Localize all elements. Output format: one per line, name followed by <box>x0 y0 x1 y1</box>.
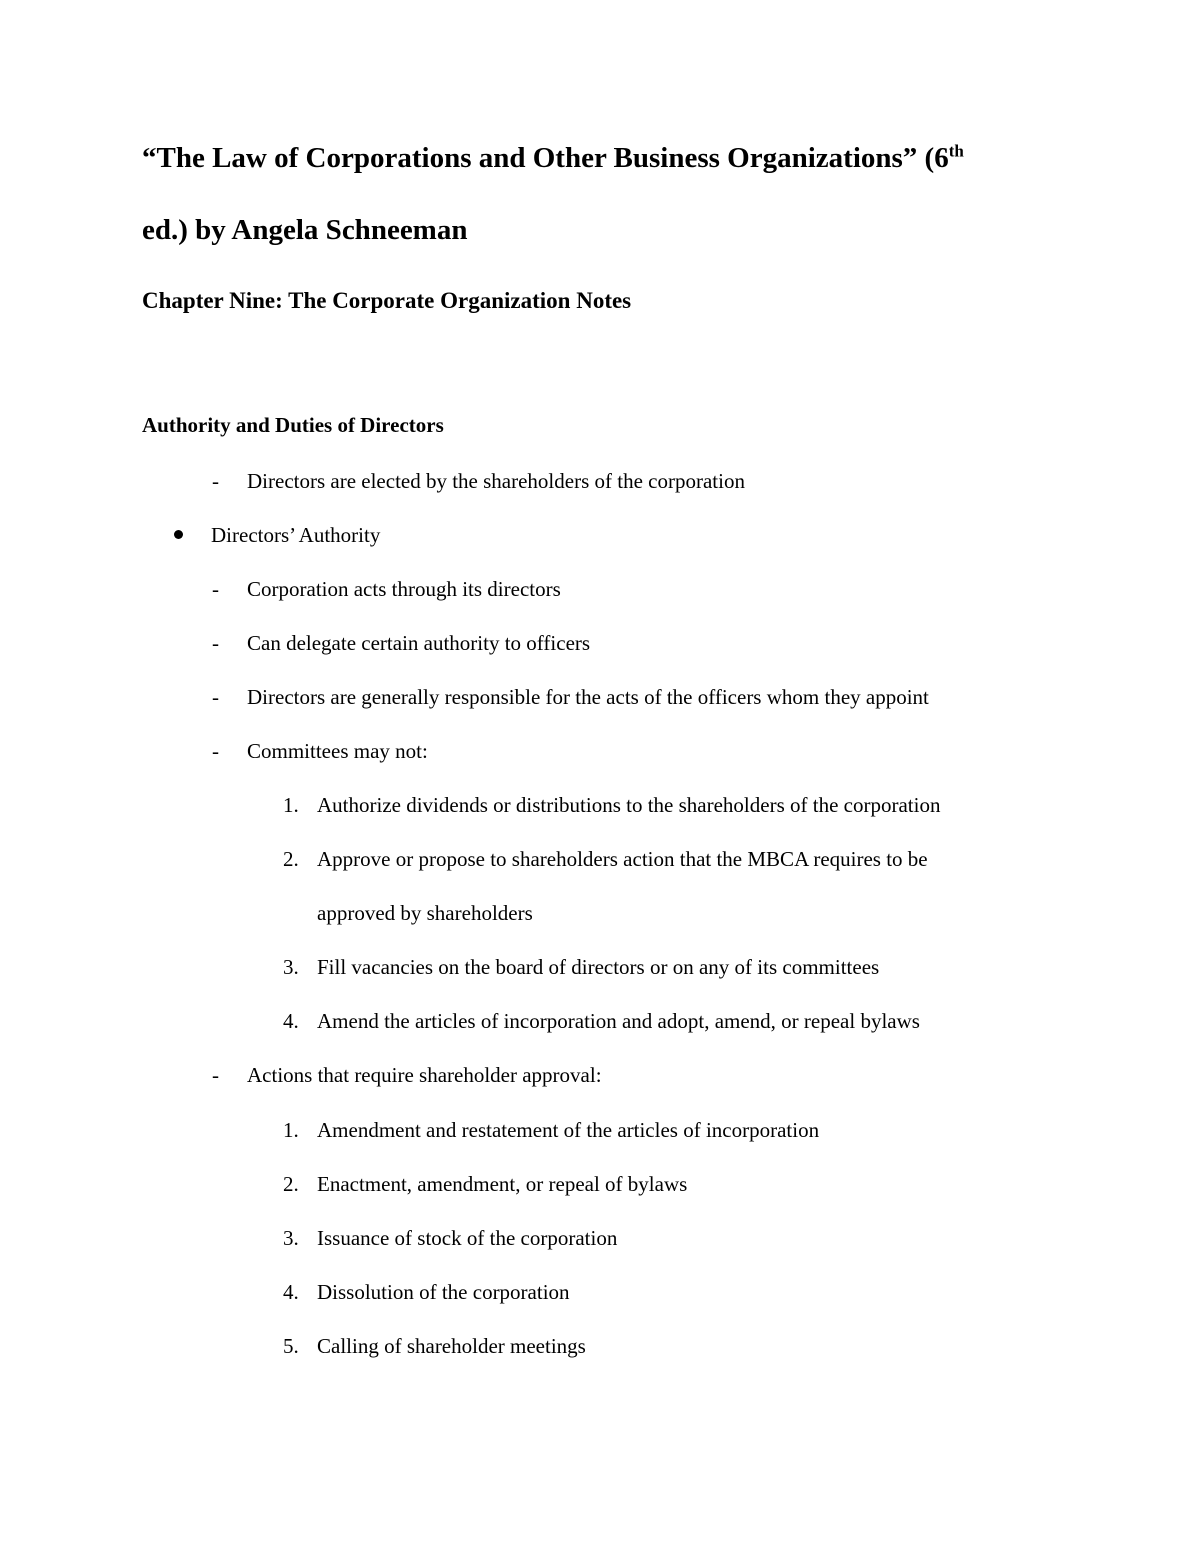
numbered-item-text: Enactment, amendment, or repeal of bylaws <box>317 1172 688 1196</box>
title-text: “The Law of Corporations and Other Business Organizations” (6 <box>142 142 949 174</box>
numbered-item-text: Approve or propose to shareholders action that the MBCA requires to be <box>317 847 928 871</box>
numbered-item <box>0 791 1200 819</box>
list-item <box>0 629 1200 657</box>
numbered-item <box>0 1224 1200 1252</box>
numbered-item-text: Amend the articles of incorporation and adopt, amend, or repeal bylaws <box>317 1009 920 1033</box>
numbered-item-continuation <box>0 899 1200 927</box>
list-item <box>0 683 1200 711</box>
number-marker: 2. <box>283 847 299 871</box>
list-item <box>0 737 1200 765</box>
numbered-item <box>0 1007 1200 1035</box>
list-item <box>0 467 1200 495</box>
number-marker: 2. <box>283 1172 299 1196</box>
number-marker: 1. <box>283 1118 299 1142</box>
numbered-item-text: Amendment and restatement of the articles of incorporation <box>317 1118 820 1142</box>
number-marker: 1. <box>283 793 299 817</box>
number-marker: 4. <box>283 1009 299 1033</box>
dash-marker: - <box>212 685 219 709</box>
bullet-text: Directors’ Authority <box>211 523 381 547</box>
numbered-item-text: Issuance of stock of the corporation <box>317 1226 618 1250</box>
numbered-item-text: Dissolution of the corporation <box>317 1280 570 1304</box>
number-marker: 4. <box>283 1280 299 1304</box>
document-title-line-1 <box>142 142 964 175</box>
dash-marker: - <box>212 1063 219 1087</box>
numbered-item <box>0 953 1200 981</box>
number-marker: 3. <box>283 955 299 979</box>
dash-marker: - <box>212 739 219 763</box>
section-heading: Authority and Duties of Directors <box>142 413 444 437</box>
dash-marker: - <box>212 577 219 601</box>
chapter-heading: Chapter Nine: The Corporate Organization Notes <box>142 288 632 313</box>
list-item <box>0 1061 1200 1089</box>
numbered-item <box>0 1170 1200 1198</box>
numbered-item <box>0 1278 1200 1306</box>
numbered-item-text: approved by shareholders <box>317 901 533 925</box>
list-item <box>0 575 1200 603</box>
document-title-line-2: ed.) by Angela Schneeman <box>142 214 468 246</box>
numbered-item-text: Authorize dividends or distributions to the shareholders of the corporation <box>317 793 941 817</box>
numbered-item <box>0 845 1200 873</box>
bullet-icon <box>174 530 183 539</box>
numbered-item-text: Fill vacancies on the board of directors or on any of its committees <box>317 955 880 979</box>
list-item-text: Corporation acts through its directors <box>247 577 561 601</box>
number-marker: 3. <box>283 1226 299 1250</box>
list-item-text: Directors are elected by the shareholders of the corporation <box>247 469 745 493</box>
numbered-item-text: Calling of shareholder meetings <box>317 1334 586 1358</box>
number-marker: 5. <box>283 1334 299 1358</box>
numbered-item <box>0 1116 1200 1144</box>
bullet-item <box>0 521 1200 549</box>
dash-marker: - <box>212 469 219 493</box>
numbered-item <box>0 1332 1200 1360</box>
list-item-text: Can delegate certain authority to officers <box>247 631 591 655</box>
list-item-text: Actions that require shareholder approval: <box>247 1063 602 1087</box>
dash-marker: - <box>212 631 219 655</box>
list-item-text: Directors are generally responsible for the acts of the officers whom they appoint <box>247 685 929 709</box>
title-superscript: th <box>948 141 964 161</box>
list-item-text: Committees may not: <box>247 739 428 763</box>
